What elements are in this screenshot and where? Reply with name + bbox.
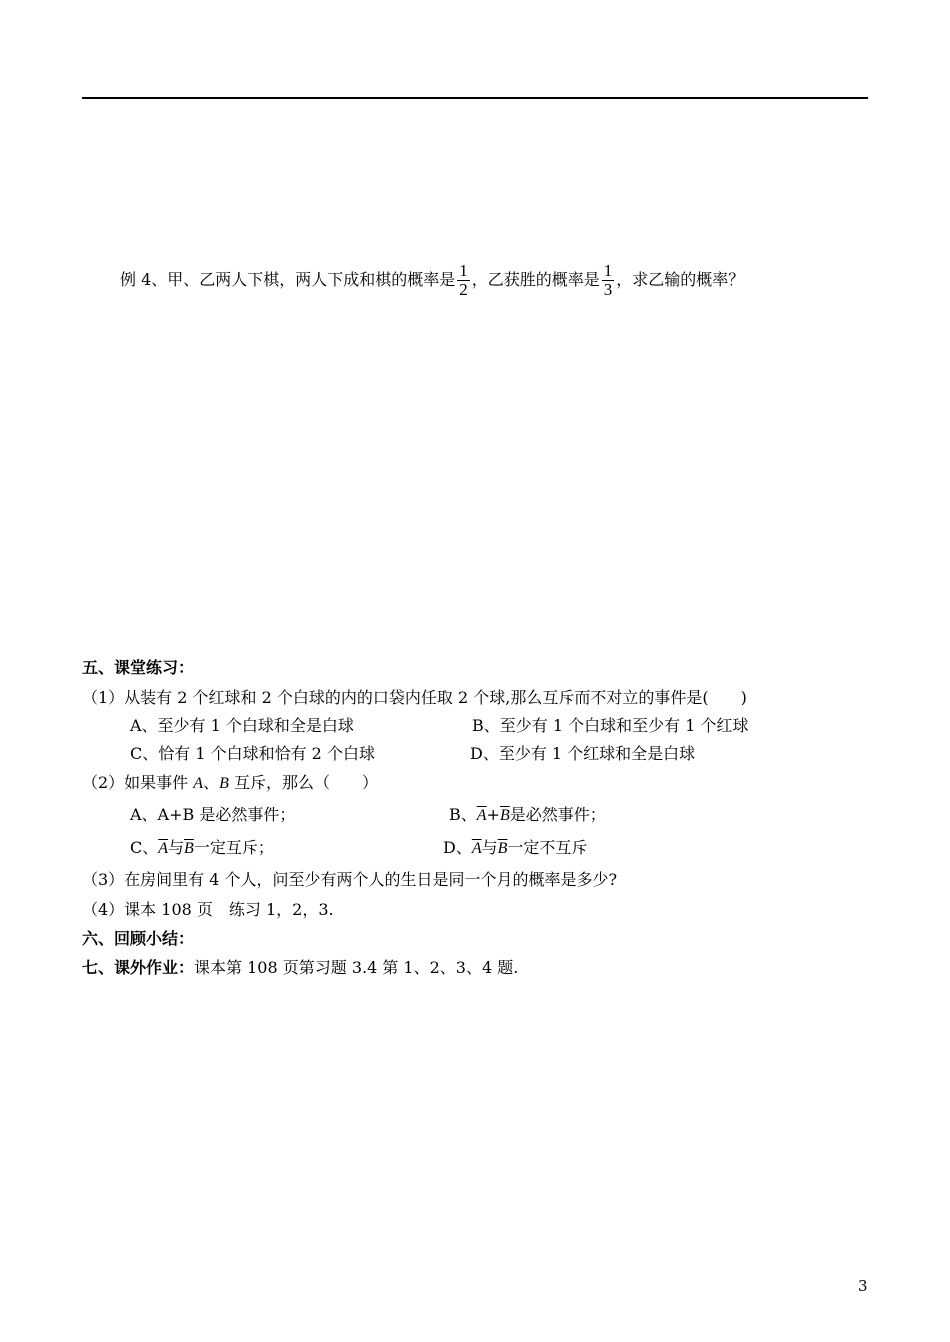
fraction-one-third: $\frac{1}{3}$ (603, 261, 613, 299)
fraction-one-half: $\frac{1}{2}$ (459, 261, 468, 299)
example-4 (120, 262, 744, 299)
complement-b: $\overline{B}$ (184, 840, 194, 857)
question-2-option-c: C、$\overline{A}$与$\overline{B}$一定互斥； (130, 838, 274, 857)
complement-a: $\overline{A}$ (471, 840, 482, 857)
complement-a: $\overline{A}$ (158, 840, 169, 857)
question-1-option-a: A、至少有 1 个白球和全是白球 (130, 716, 354, 735)
question-2-option-b: B、$\overline{A}+\overline{B}$是必然事件； (449, 805, 606, 824)
complement-a: $\overline{A}$ (476, 807, 487, 824)
question-2-option-d: D、$\overline{A}$与$\overline{B}$一定不互斥 (443, 838, 588, 857)
section-7 (82, 958, 518, 978)
question-2-stem: （2）如果事件 A、B 互斥，那么（ ） (82, 773, 378, 792)
section-6-heading: 六、回顾小结： (82, 929, 195, 948)
example-4-prefix: 例 4、甲、乙两人下棋，两人下成和棋的概率是 (120, 270, 456, 289)
header-rule (82, 97, 868, 99)
page-number: 3 (858, 1277, 868, 1295)
example-4-suffix: ，求乙输的概率？ (616, 270, 745, 289)
question-1-stem: （1）从装有 2 个红球和 2 个白球的内的口袋内任取 2 个球,那么互斥而不对立的事件是( ) (82, 688, 747, 707)
question-1-option-d: D、至少有 1 个红球和全是白球 (470, 744, 696, 763)
section-7-heading: 七、课外作业： (82, 958, 195, 977)
question-4: （4）课本 108 页 练习 1，2，3. (82, 900, 334, 919)
variable-b: B (219, 775, 229, 792)
section-5-heading: 五、课堂练习： (82, 658, 195, 677)
question-2-option-a: A、A+B 是必然事件； (130, 805, 296, 824)
variable-a: A (193, 775, 204, 792)
question-1-option-c: C、恰有 1 个白球和恰有 2 个白球 (130, 744, 375, 763)
complement-b: $\overline{B}$ (499, 807, 510, 824)
section-7-text: 课本第 108 页第习题 3.4 第 1、2、3、4 题. (194, 958, 519, 977)
complement-b: $\overline{B}$ (497, 840, 508, 857)
question-3: （3）在房间里有 4 个人，问至少有两个人的生日是同一个月的概率是多少? (82, 870, 618, 889)
example-4-middle: ，乙获胜的概率是 (471, 270, 600, 289)
question-1-option-b: B、至少有 1 个白球和至少有 1 个红球 (472, 716, 749, 735)
